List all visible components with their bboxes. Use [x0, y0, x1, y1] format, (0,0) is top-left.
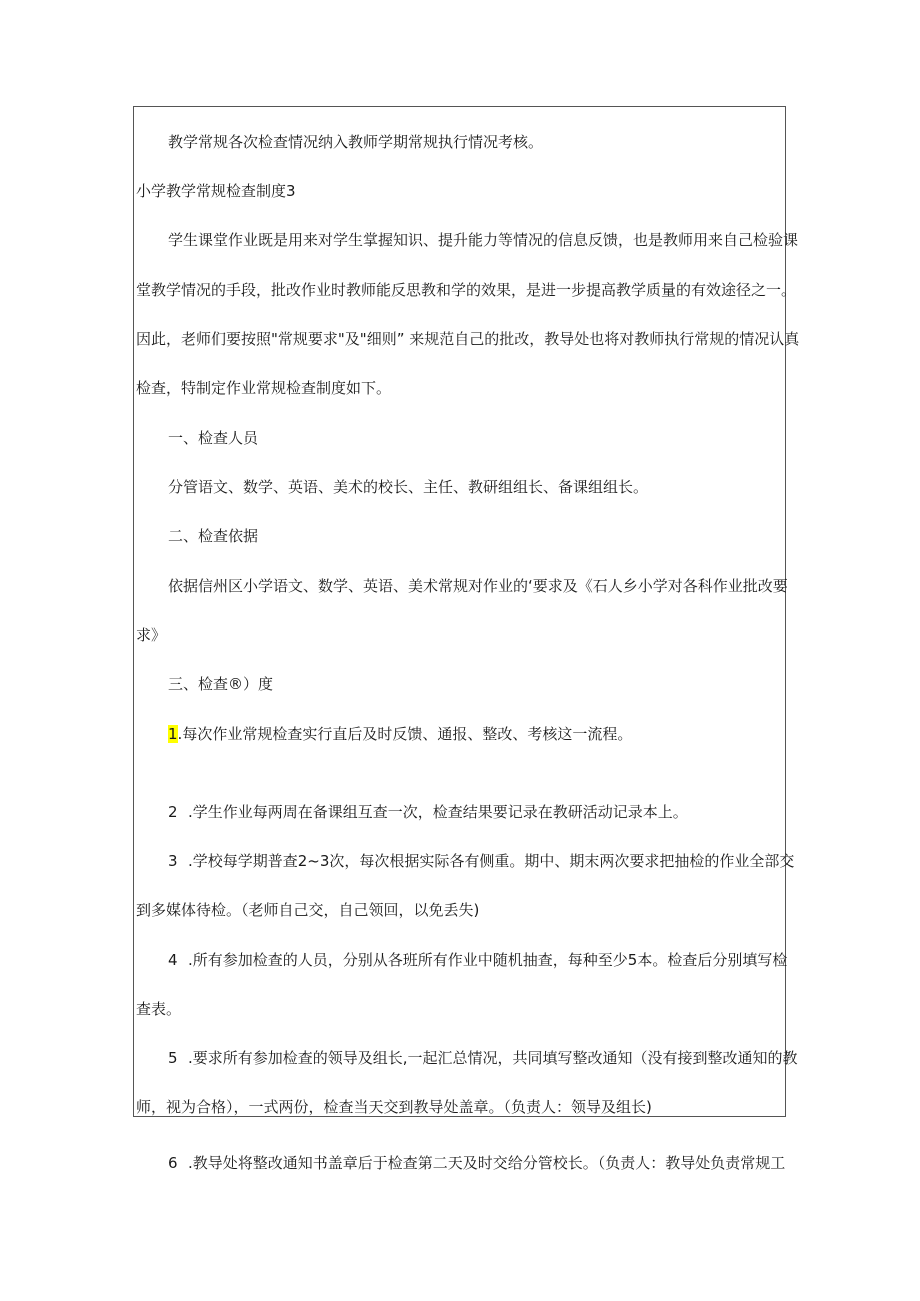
list-item-text: .教导处将整改通知书盖章后于检查第二天及时交给分管校长。（负责人：教导处负责常规工 — [188, 1154, 786, 1172]
paragraph-line: 堂教学情况的手段，批改作业时教师能反思教和学的效果，是进一步提高教学质量的有效途径之一。 — [136, 281, 797, 299]
heading-basis: 二、检查依据 — [168, 527, 259, 545]
paragraph-line: 分管语文、数学、英语、美术的校长、主任、教研组组长、备课组组长。 — [168, 478, 649, 496]
list-item-text: .要求所有参加检查的领导及组长,一起汇总情况，共同填写整改通知（没有接到整改通知的教 — [188, 1049, 798, 1067]
list-item-text: .学校每学期普查2~3次，每次根据实际各有侧重。期中、期末两次要求把抽检的作业全部交 — [188, 852, 795, 870]
list-item-3 — [136, 851, 818, 871]
paragraph-line: 因此，老师们要按照"常规要求"及"细则” 来规范自己的批改，教导处也将对教师执行常规的情况认真 — [136, 330, 800, 348]
highlight-number: 1 — [168, 725, 178, 743]
list-item-continuation: 师，视为合格），一式两份，检查当天交到教导处盖章。（负责人：领导及组长) — [136, 1098, 652, 1116]
paragraph-line: 教学常规各次检查情况纳入教师学期常规执行情况考核。 — [168, 133, 544, 151]
paragraph-line: 学生课堂作业既是用来对学生掌握知识、提升能力等情况的信息反馈，也是教师用来自己检验课 — [168, 231, 799, 249]
list-item-number: 3 — [168, 852, 178, 870]
paragraph-line: 检查，特制定作业常规检查制度如下。 — [136, 379, 392, 397]
section-title: 小学教学常规检查制度3 — [136, 182, 296, 200]
list-item-2 — [136, 802, 818, 822]
list-item-4 — [136, 950, 818, 970]
heading-personnel: 一、检查人员 — [168, 429, 259, 447]
list-item-continuation: 到多媒体待检。（老师自己交，自己领回，以免丢失) — [136, 901, 480, 919]
list-item-1 — [136, 724, 818, 744]
list-item-text: .所有参加检查的人员，分别从各班所有作业中随机抽查，每种至少5本。检查后分别填写检 — [188, 951, 788, 969]
list-item-text: .每次作业常规检查实行直后及时反馈、通报、整改、考核这一流程。 — [177, 725, 633, 743]
list-item-number: 6 — [168, 1154, 178, 1172]
list-item-continuation: 查表。 — [136, 1000, 182, 1018]
list-item-number: 5 — [168, 1049, 178, 1067]
list-item-5 — [136, 1048, 818, 1068]
list-item-number: 2 — [168, 803, 178, 821]
list-item-number: 4 — [168, 951, 178, 969]
list-item-6 — [136, 1153, 818, 1173]
paragraph-line: 依据信州区小学语文、数学、英语、美术常规对作业的‘要求及《石人乡小学对各科作业批改要 — [168, 577, 788, 595]
list-item-text: .学生作业每两周在备课组互查一次，检查结果要记录在教研活动记录本上。 — [188, 803, 688, 821]
paragraph-line: 求》 — [136, 626, 167, 644]
heading-system: 三、检查®）度 — [168, 675, 274, 693]
